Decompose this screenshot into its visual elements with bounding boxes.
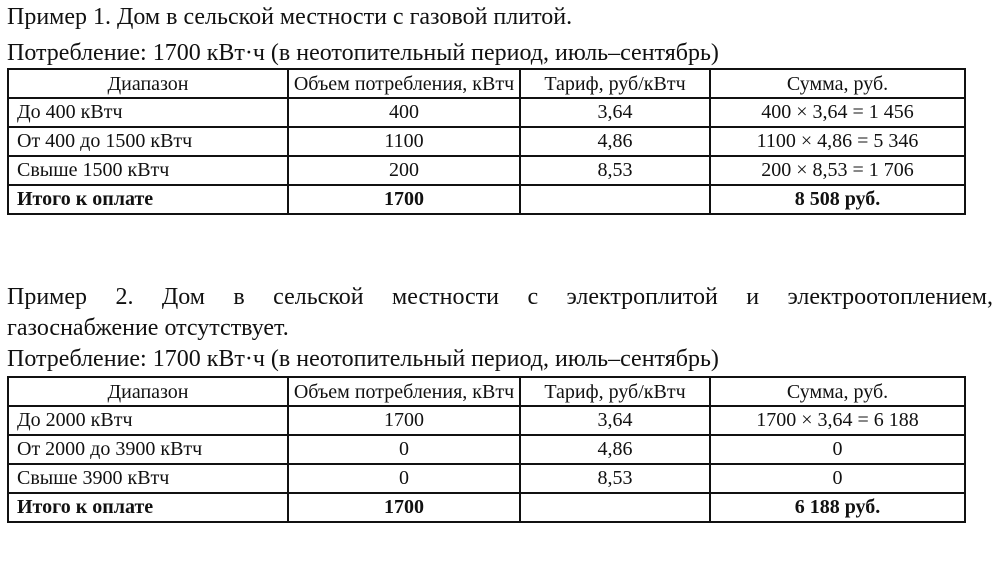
table-row — [8, 435, 965, 464]
cell-tariff: 3,64 — [520, 406, 710, 435]
cell-volume: 0 — [288, 435, 520, 464]
example1-consumption: Потребление: 1700 кВт·ч (в неотопительный период, июль–сентябрь) — [7, 40, 719, 66]
example1-table — [7, 68, 966, 215]
header-sum: Сумма, руб. — [710, 377, 965, 406]
example2-title-line2: газоснабжение отсутствует. — [7, 315, 289, 341]
header-tariff: Тариф, руб/кВтч — [520, 377, 710, 406]
total-volume: 1700 — [288, 185, 520, 214]
cell-sum: 0 — [710, 464, 965, 493]
total-tariff — [520, 185, 710, 214]
example2-title-line1: Пример 2. Дом в сельской местности с электроплитой и электроотоплением, — [7, 284, 993, 310]
table-row — [8, 406, 965, 435]
cell-range: До 400 кВтч — [8, 98, 288, 127]
total-label: Итого к оплате — [8, 185, 288, 214]
header-volume: Объем потребления, кВтч — [288, 377, 520, 406]
header-range: Диапазон — [8, 69, 288, 98]
cell-range: До 2000 кВтч — [8, 406, 288, 435]
total-label: Итого к оплате — [8, 493, 288, 522]
cell-volume: 0 — [288, 464, 520, 493]
cell-range: От 400 до 1500 кВтч — [8, 127, 288, 156]
total-row — [8, 493, 965, 522]
table-row — [8, 156, 965, 185]
cell-range: Свыше 3900 кВтч — [8, 464, 288, 493]
total-row — [8, 185, 965, 214]
cell-tariff: 4,86 — [520, 127, 710, 156]
header-tariff: Тариф, руб/кВтч — [520, 69, 710, 98]
example2-table — [7, 376, 966, 523]
cell-tariff: 8,53 — [520, 156, 710, 185]
example1-title: Пример 1. Дом в сельской местности с газовой плитой. — [7, 4, 573, 30]
table-row — [8, 98, 965, 127]
total-tariff — [520, 493, 710, 522]
cell-volume: 1100 — [288, 127, 520, 156]
header-range: Диапазон — [8, 377, 288, 406]
table-row — [8, 464, 965, 493]
cell-volume: 200 — [288, 156, 520, 185]
cell-sum: 1100 × 4,86 = 5 346 — [710, 127, 965, 156]
cell-volume: 1700 — [288, 406, 520, 435]
cell-volume: 400 — [288, 98, 520, 127]
header-volume: Объем потребления, кВтч — [288, 69, 520, 98]
header-sum: Сумма, руб. — [710, 69, 965, 98]
total-sum: 6 188 руб. — [710, 493, 965, 522]
cell-sum: 400 × 3,64 = 1 456 — [710, 98, 965, 127]
cell-tariff: 3,64 — [520, 98, 710, 127]
table-row — [8, 127, 965, 156]
cell-range: От 2000 до 3900 кВтч — [8, 435, 288, 464]
cell-range: Свыше 1500 кВтч — [8, 156, 288, 185]
cell-sum: 0 — [710, 435, 965, 464]
table-header-row — [8, 69, 965, 98]
cell-sum: 200 × 8,53 = 1 706 — [710, 156, 965, 185]
cell-sum: 1700 × 3,64 = 6 188 — [710, 406, 965, 435]
total-sum: 8 508 руб. — [710, 185, 965, 214]
example2-consumption: Потребление: 1700 кВт·ч (в неотопительный период, июль–сентябрь) — [7, 346, 719, 372]
cell-tariff: 8,53 — [520, 464, 710, 493]
table-header-row — [8, 377, 965, 406]
total-volume: 1700 — [288, 493, 520, 522]
cell-tariff: 4,86 — [520, 435, 710, 464]
